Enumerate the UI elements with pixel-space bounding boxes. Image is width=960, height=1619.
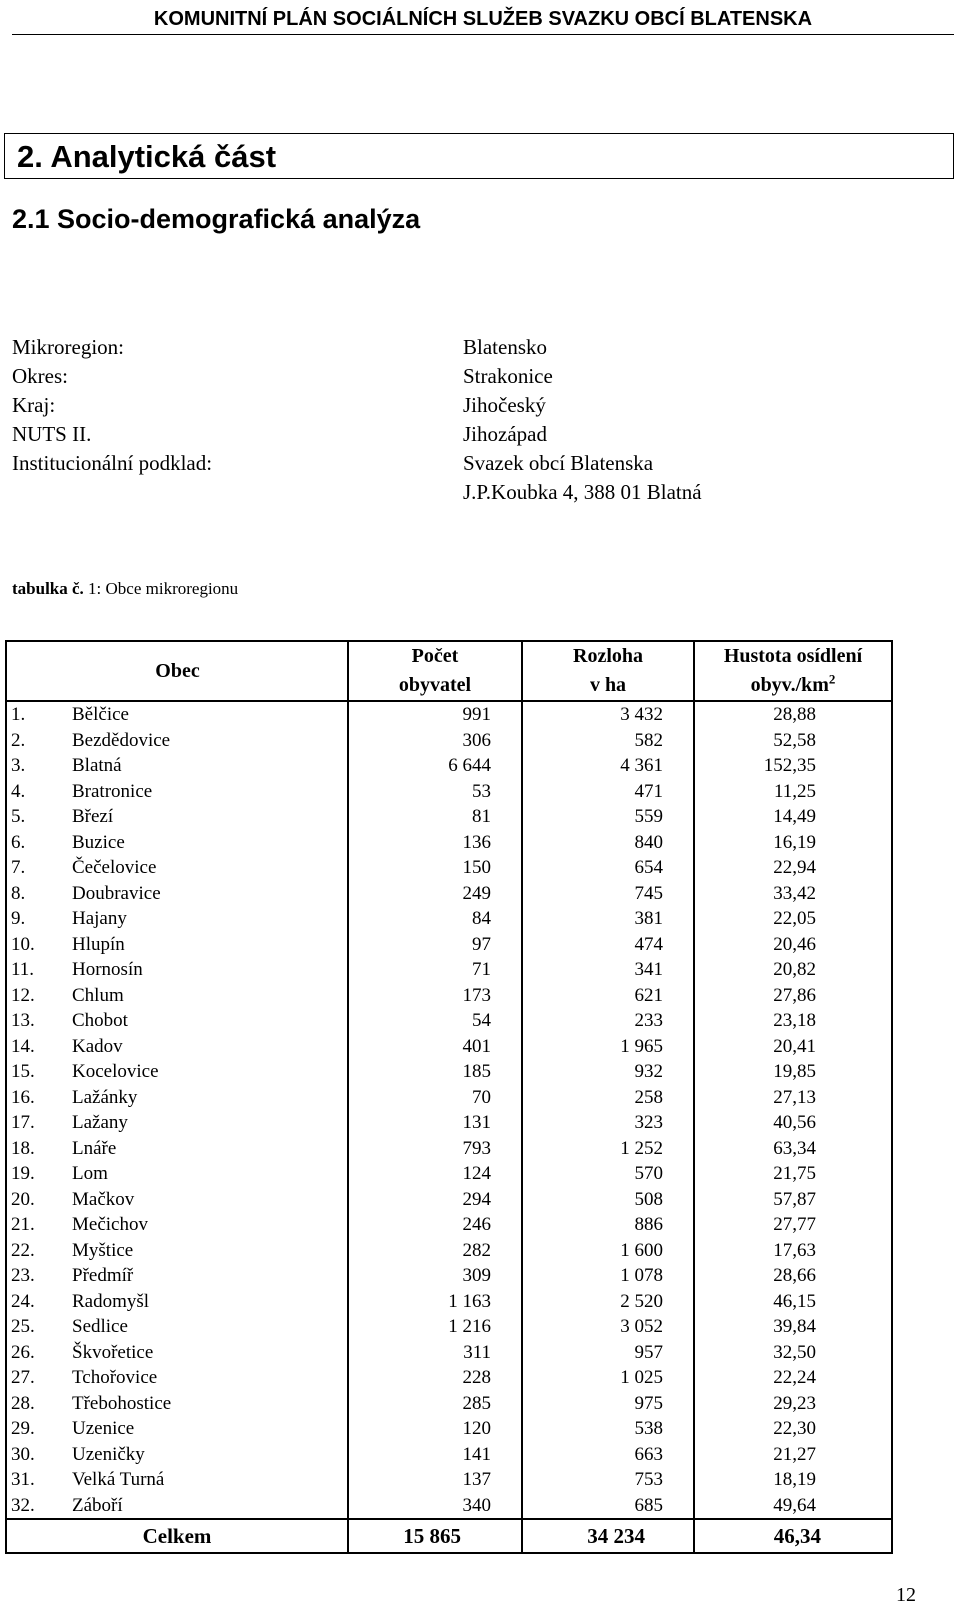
cell-population: 131 — [348, 1110, 522, 1136]
cell-density: 11,25 — [694, 779, 892, 805]
cell-population: 120 — [348, 1416, 522, 1442]
table-row — [6, 701, 892, 728]
table-row — [6, 1442, 892, 1468]
cell-number: 7. — [6, 855, 68, 881]
cell-population: 141 — [348, 1442, 522, 1468]
cell-number: 27. — [6, 1365, 68, 1391]
cell-population: 306 — [348, 728, 522, 754]
table-row — [6, 1238, 892, 1264]
table-row — [6, 1008, 892, 1034]
table-row — [6, 1085, 892, 1111]
cell-population: 294 — [348, 1187, 522, 1213]
municipalities-table — [5, 640, 893, 1554]
cell-density: 22,30 — [694, 1416, 892, 1442]
cell-number: 19. — [6, 1161, 68, 1187]
table-row — [6, 1391, 892, 1417]
cell-density: 49,64 — [694, 1493, 892, 1520]
cell-population: 150 — [348, 855, 522, 881]
cell-number: 1. — [6, 701, 68, 728]
cell-number: 16. — [6, 1085, 68, 1111]
cell-density: 14,49 — [694, 804, 892, 830]
cell-density: 57,87 — [694, 1187, 892, 1213]
cell-area: 621 — [522, 983, 694, 1009]
cell-number: 6. — [6, 830, 68, 856]
cell-municipality: Uzenice — [68, 1416, 348, 1442]
cell-density: 29,23 — [694, 1391, 892, 1417]
table-body — [6, 701, 892, 1519]
cell-area: 957 — [522, 1340, 694, 1366]
cell-area: 2 520 — [522, 1289, 694, 1315]
cell-number: 32. — [6, 1493, 68, 1520]
cell-area: 381 — [522, 906, 694, 932]
running-header — [12, 6, 954, 35]
cell-area: 1 252 — [522, 1136, 694, 1162]
cell-density: 32,50 — [694, 1340, 892, 1366]
cell-density: 39,84 — [694, 1314, 892, 1340]
info-label: NUTS II. — [12, 422, 92, 446]
table-row — [6, 1263, 892, 1289]
cell-area: 508 — [522, 1187, 694, 1213]
cell-number: 12. — [6, 983, 68, 1009]
cell-number: 3. — [6, 753, 68, 779]
cell-area: 474 — [522, 932, 694, 958]
cell-population: 991 — [348, 701, 522, 728]
cell-area: 471 — [522, 779, 694, 805]
cell-municipality: Blatná — [68, 753, 348, 779]
table-row — [6, 1467, 892, 1493]
total-area: 34 234 — [522, 1519, 694, 1553]
section-title: 2.1 Socio-demografická analýza — [12, 204, 421, 234]
cell-number: 26. — [6, 1340, 68, 1366]
cell-number: 23. — [6, 1263, 68, 1289]
cell-area: 840 — [522, 830, 694, 856]
cell-number: 4. — [6, 779, 68, 805]
cell-density: 17,63 — [694, 1238, 892, 1264]
cell-population: 6 644 — [348, 753, 522, 779]
info-value: Blatensko — [463, 335, 547, 359]
cell-density: 20,82 — [694, 957, 892, 983]
cell-number: 11. — [6, 957, 68, 983]
cell-population: 309 — [348, 1263, 522, 1289]
cell-population: 81 — [348, 804, 522, 830]
table-row — [6, 804, 892, 830]
table-row — [6, 881, 892, 907]
cell-number: 9. — [6, 906, 68, 932]
cell-area: 3 432 — [522, 701, 694, 728]
info-value: Svazek obcí Blatenska — [463, 451, 654, 475]
cell-density: 27,77 — [694, 1212, 892, 1238]
table-caption-label: tabulka č. — [12, 579, 84, 598]
cell-density: 52,58 — [694, 728, 892, 754]
cell-density: 20,46 — [694, 932, 892, 958]
cell-area: 341 — [522, 957, 694, 983]
table-row — [6, 1314, 892, 1340]
info-value: Jihozápad — [463, 422, 547, 446]
cell-density: 46,15 — [694, 1289, 892, 1315]
cell-density: 19,85 — [694, 1059, 892, 1085]
cell-area: 886 — [522, 1212, 694, 1238]
cell-density: 40,56 — [694, 1110, 892, 1136]
table-row — [6, 1161, 892, 1187]
cell-municipality: Buzice — [68, 830, 348, 856]
table-row — [6, 983, 892, 1009]
cell-area: 1 025 — [522, 1365, 694, 1391]
header-pocet-line1: Počet — [411, 645, 459, 667]
cell-population: 97 — [348, 932, 522, 958]
cell-number: 2. — [6, 728, 68, 754]
cell-density: 23,18 — [694, 1008, 892, 1034]
cell-density: 28,88 — [694, 701, 892, 728]
cell-population: 124 — [348, 1161, 522, 1187]
total-density: 46,34 — [694, 1519, 892, 1553]
cell-population: 1 163 — [348, 1289, 522, 1315]
cell-area: 745 — [522, 881, 694, 907]
cell-population: 282 — [348, 1238, 522, 1264]
header-hustota-line2 — [695, 671, 891, 700]
cell-population: 53 — [348, 779, 522, 805]
cell-municipality: Hlupín — [68, 932, 348, 958]
cell-density: 27,13 — [694, 1085, 892, 1111]
cell-population: 136 — [348, 830, 522, 856]
cell-area: 582 — [522, 728, 694, 754]
cell-municipality: Kadov — [68, 1034, 348, 1060]
cell-number: 22. — [6, 1238, 68, 1264]
header-obec-spacer — [6, 641, 68, 701]
cell-municipality: Škvořetice — [68, 1340, 348, 1366]
cell-density: 22,05 — [694, 906, 892, 932]
cell-area: 559 — [522, 804, 694, 830]
info-value: Jihočeský — [463, 393, 546, 417]
cell-density: 152,35 — [694, 753, 892, 779]
cell-area: 538 — [522, 1416, 694, 1442]
cell-municipality: Lom — [68, 1161, 348, 1187]
table-row — [6, 779, 892, 805]
cell-municipality: Třebohostice — [68, 1391, 348, 1417]
cell-area: 4 361 — [522, 753, 694, 779]
cell-population: 137 — [348, 1467, 522, 1493]
cell-municipality: Hornosín — [68, 957, 348, 983]
cell-number: 5. — [6, 804, 68, 830]
info-labels — [12, 333, 212, 478]
table-row — [6, 1365, 892, 1391]
cell-municipality: Velká Turná — [68, 1467, 348, 1493]
cell-number: 10. — [6, 932, 68, 958]
page-number: 12 — [896, 1584, 916, 1606]
table-total-row — [6, 1519, 892, 1553]
document-title: KOMUNITNÍ PLÁN SOCIÁLNÍCH SLUŽEB SVAZKU OBCÍ BLATENSKA — [153, 8, 813, 30]
cell-municipality: Mečichov — [68, 1212, 348, 1238]
cell-density: 22,94 — [694, 855, 892, 881]
cell-density: 20,41 — [694, 1034, 892, 1060]
cell-density: 18,19 — [694, 1467, 892, 1493]
cell-population: 71 — [348, 957, 522, 983]
table-row — [6, 728, 892, 754]
cell-area: 323 — [522, 1110, 694, 1136]
cell-municipality: Doubravice — [68, 881, 348, 907]
cell-density: 21,27 — [694, 1442, 892, 1468]
table-caption-text: 1: Obce mikroregionu — [83, 579, 239, 598]
header-obec — [68, 641, 348, 701]
cell-municipality: Záboří — [68, 1493, 348, 1520]
cell-population: 84 — [348, 906, 522, 932]
cell-number: 14. — [6, 1034, 68, 1060]
cell-density: 16,19 — [694, 830, 892, 856]
table-header-row — [6, 641, 892, 701]
cell-number: 13. — [6, 1008, 68, 1034]
cell-number: 15. — [6, 1059, 68, 1085]
cell-population: 246 — [348, 1212, 522, 1238]
cell-population: 311 — [348, 1340, 522, 1366]
header-rozloha-line2: v ha — [589, 674, 627, 696]
cell-area: 753 — [522, 1467, 694, 1493]
table-row — [6, 906, 892, 932]
cell-municipality: Předmíř — [68, 1263, 348, 1289]
cell-municipality: Myštice — [68, 1238, 348, 1264]
cell-number: 21. — [6, 1212, 68, 1238]
header-hustota-sup: 2 — [828, 671, 836, 687]
table-row — [6, 1034, 892, 1060]
cell-area: 663 — [522, 1442, 694, 1468]
total-label: Celkem — [6, 1519, 348, 1553]
cell-density: 27,86 — [694, 983, 892, 1009]
header-rozloha-line1: Rozloha — [573, 645, 643, 667]
header-hustota-line1: Hustota osídlení — [723, 645, 863, 667]
table-row — [6, 1340, 892, 1366]
cell-municipality: Chobot — [68, 1008, 348, 1034]
cell-population: 285 — [348, 1391, 522, 1417]
cell-area: 932 — [522, 1059, 694, 1085]
cell-area: 258 — [522, 1085, 694, 1111]
cell-number: 24. — [6, 1289, 68, 1315]
table-row — [6, 1493, 892, 1520]
info-value: Strakonice — [463, 364, 553, 388]
cell-municipality: Tchořovice — [68, 1365, 348, 1391]
cell-number: 18. — [6, 1136, 68, 1162]
header-hustota-unit: obyv./km — [750, 674, 829, 696]
header-hustota — [694, 641, 892, 701]
cell-municipality: Bezdědovice — [68, 728, 348, 754]
table-row — [6, 1136, 892, 1162]
cell-density: 22,24 — [694, 1365, 892, 1391]
total-population: 15 865 — [348, 1519, 522, 1553]
cell-population: 401 — [348, 1034, 522, 1060]
cell-area: 1 965 — [522, 1034, 694, 1060]
cell-area: 233 — [522, 1008, 694, 1034]
info-value: J.P.Koubka 4, 388 01 Blatná — [463, 480, 702, 504]
cell-area: 685 — [522, 1493, 694, 1520]
cell-municipality: Bratronice — [68, 779, 348, 805]
info-label: Mikroregion: — [12, 335, 124, 359]
cell-density: 21,75 — [694, 1161, 892, 1187]
table-row — [6, 830, 892, 856]
cell-municipality: Březí — [68, 804, 348, 830]
cell-number: 29. — [6, 1416, 68, 1442]
cell-population: 228 — [348, 1365, 522, 1391]
info-label: Kraj: — [12, 393, 56, 417]
cell-number: 31. — [6, 1467, 68, 1493]
table-row — [6, 1416, 892, 1442]
cell-number: 8. — [6, 881, 68, 907]
cell-population: 173 — [348, 983, 522, 1009]
cell-density: 63,34 — [694, 1136, 892, 1162]
cell-municipality: Lažánky — [68, 1085, 348, 1111]
cell-area: 3 052 — [522, 1314, 694, 1340]
info-label: Institucionální podklad: — [12, 451, 213, 475]
cell-number: 28. — [6, 1391, 68, 1417]
table-row — [6, 957, 892, 983]
info-values — [463, 333, 702, 507]
cell-density: 28,66 — [694, 1263, 892, 1289]
cell-municipality: Lnáře — [68, 1136, 348, 1162]
cell-population: 793 — [348, 1136, 522, 1162]
cell-population: 340 — [348, 1493, 522, 1520]
header-pocet — [348, 641, 522, 701]
info-label: Okres: — [12, 364, 68, 388]
header-obec-label: Obec — [155, 659, 200, 682]
cell-municipality: Mačkov — [68, 1187, 348, 1213]
cell-population: 1 216 — [348, 1314, 522, 1340]
header-rozloha — [522, 641, 694, 701]
table-row — [6, 1289, 892, 1315]
cell-municipality: Chlum — [68, 983, 348, 1009]
cell-municipality: Lažany — [68, 1110, 348, 1136]
table-row — [6, 1212, 892, 1238]
table-row — [6, 1110, 892, 1136]
cell-density: 33,42 — [694, 881, 892, 907]
cell-population: 54 — [348, 1008, 522, 1034]
table-row — [6, 753, 892, 779]
cell-area: 1 600 — [522, 1238, 694, 1264]
cell-municipality: Hajany — [68, 906, 348, 932]
cell-area: 1 078 — [522, 1263, 694, 1289]
cell-municipality: Radomyšl — [68, 1289, 348, 1315]
cell-number: 30. — [6, 1442, 68, 1468]
table-row — [6, 1059, 892, 1085]
cell-area: 654 — [522, 855, 694, 881]
chapter-title: 2. Analytická část — [17, 139, 277, 174]
cell-number: 17. — [6, 1110, 68, 1136]
chapter-heading-box — [4, 133, 954, 179]
cell-municipality: Bělčice — [68, 701, 348, 728]
cell-number: 20. — [6, 1187, 68, 1213]
cell-municipality: Sedlice — [68, 1314, 348, 1340]
table-caption — [12, 578, 238, 600]
cell-municipality: Kocelovice — [68, 1059, 348, 1085]
header-pocet-line2: obyvatel — [398, 674, 472, 696]
table-row — [6, 855, 892, 881]
cell-municipality: Čečelovice — [68, 855, 348, 881]
cell-area: 975 — [522, 1391, 694, 1417]
table-row — [6, 1187, 892, 1213]
cell-population: 70 — [348, 1085, 522, 1111]
cell-municipality: Uzeničky — [68, 1442, 348, 1468]
table-row — [6, 932, 892, 958]
cell-area: 570 — [522, 1161, 694, 1187]
cell-number: 25. — [6, 1314, 68, 1340]
cell-population: 249 — [348, 881, 522, 907]
cell-population: 185 — [348, 1059, 522, 1085]
